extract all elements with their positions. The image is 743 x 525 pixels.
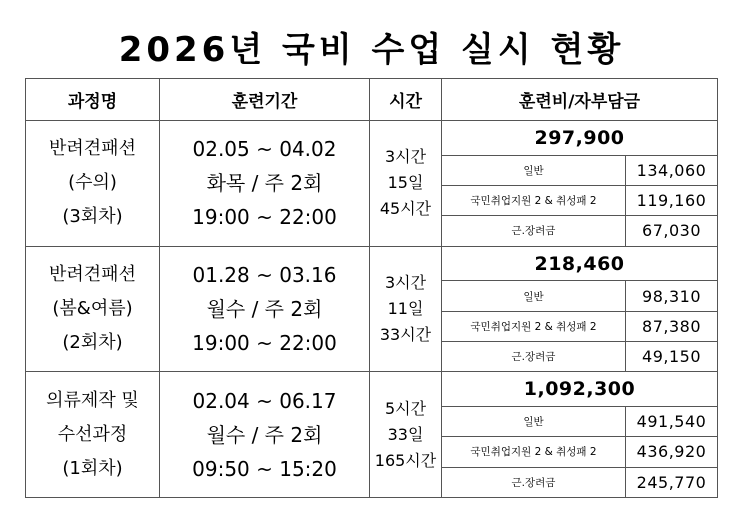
- total-hours: 165시간: [374, 450, 437, 470]
- period-cell: [160, 372, 370, 498]
- period-cell: [160, 246, 370, 372]
- period-time: 09:50 ~ 15:20: [192, 456, 337, 481]
- table-row: [26, 372, 718, 407]
- hours-cell: [370, 372, 442, 498]
- course-name-cell: [26, 372, 160, 498]
- fee-label: 근.장려금: [442, 216, 626, 246]
- course-name-cell: [26, 121, 160, 247]
- total-hours: 45시간: [379, 199, 432, 219]
- hours-per-day: 3시간: [384, 272, 427, 292]
- period-dates: 02.04 ~ 06.17: [192, 388, 337, 413]
- fee-label: 일반: [442, 155, 626, 185]
- period-days: 월수 / 주 2회: [206, 296, 323, 321]
- header-fee: 훈련비/자부담금: [442, 79, 718, 121]
- fee-label: 국민취업지원 2 & 취성패 2: [442, 311, 626, 341]
- hours-cell: [370, 246, 442, 372]
- course-name-line: 의류제작 및: [46, 389, 139, 411]
- course-name-line: (1회차): [62, 457, 123, 479]
- hours-per-day: 3시간: [384, 147, 427, 167]
- period-dates: 01.28 ~ 03.16: [192, 262, 337, 287]
- total-days: 15일: [387, 173, 424, 193]
- period-time: 19:00 ~ 22:00: [192, 330, 337, 355]
- table-row: [26, 246, 718, 281]
- course-name-cell: [26, 246, 160, 372]
- course-name-line: (봄&여름): [52, 297, 133, 319]
- table-row: [26, 121, 718, 156]
- total-hours: 33시간: [379, 324, 432, 344]
- header-course-name: 과정명: [26, 79, 160, 121]
- fee-amount: 245,770: [626, 467, 718, 497]
- course-name-line: (3회차): [62, 206, 123, 228]
- fee-label: 근.장려금: [442, 467, 626, 497]
- fee-amount: 67,030: [626, 216, 718, 246]
- header-period: 훈련기간: [160, 79, 370, 121]
- fee-label: 국민취업지원 2 & 취성패 2: [442, 437, 626, 467]
- course-table: [25, 78, 718, 498]
- course-name-line: (2회차): [62, 331, 123, 353]
- fee-label: 국민취업지원 2 & 취성패 2: [442, 186, 626, 216]
- course-name-line: (수의): [68, 172, 117, 194]
- hours-cell: [370, 121, 442, 247]
- fee-amount: 119,160: [626, 186, 718, 216]
- fee-label: 일반: [442, 407, 626, 437]
- fee-amount: 49,150: [626, 341, 718, 371]
- fee-amount: 134,060: [626, 155, 718, 185]
- fee-amount: 87,380: [626, 311, 718, 341]
- header-hours: 시간: [370, 79, 442, 121]
- period-days: 월수 / 주 2회: [206, 422, 323, 447]
- fee-amount: 491,540: [626, 407, 718, 437]
- fee-amount: 98,310: [626, 281, 718, 311]
- fee-total: 218,460: [442, 246, 718, 281]
- course-name-line: 반려견패션: [49, 263, 136, 285]
- period-time: 19:00 ~ 22:00: [192, 205, 337, 230]
- total-days: 11일: [387, 298, 424, 318]
- fee-total: 297,900: [442, 121, 718, 156]
- fee-label: 근.장려금: [442, 341, 626, 371]
- period-cell: [160, 121, 370, 247]
- course-name-line: 수선과정: [57, 423, 128, 445]
- hours-per-day: 5시간: [384, 398, 427, 418]
- course-name-line: 반려견패션: [49, 138, 136, 160]
- period-dates: 02.05 ~ 04.02: [192, 137, 337, 162]
- fee-total: 1,092,300: [442, 372, 718, 407]
- page-title: 2026년 국비 수업 실시 현황: [118, 30, 625, 70]
- header-row: [26, 79, 718, 121]
- fee-label: 일반: [442, 281, 626, 311]
- period-days: 화목 / 주 2회: [206, 171, 323, 196]
- total-days: 33일: [387, 424, 424, 444]
- fee-amount: 436,920: [626, 437, 718, 467]
